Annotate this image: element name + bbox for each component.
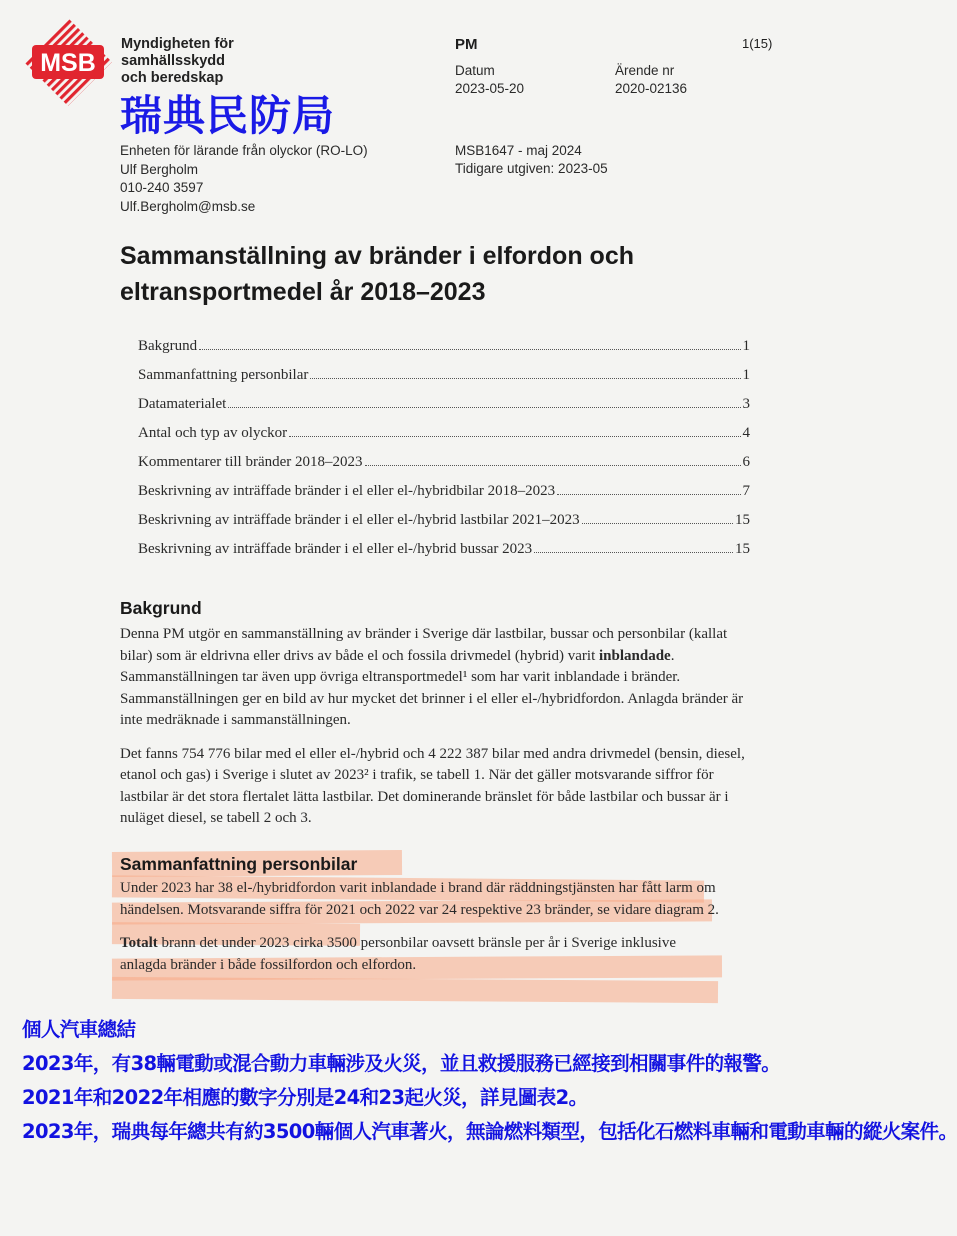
- toc-entry[interactable]: [138, 425, 750, 454]
- chinese-summary-line: 2023年，有38輛電動或混合動力車輛涉及火災，並且救援服務已經接到相關事件的報警。: [22, 1052, 781, 1075]
- org-name-line: Myndigheten för: [121, 36, 234, 52]
- summary-heading: Sammanfattning personbilar: [120, 854, 358, 874]
- toc-entry-page: 6: [742, 454, 750, 470]
- toc-entry[interactable]: [138, 367, 750, 396]
- toc-entry[interactable]: [138, 396, 750, 425]
- toc-leader: [557, 494, 740, 495]
- page-number: 1(15): [742, 36, 773, 51]
- background-paragraph-1: [120, 624, 760, 732]
- contact-phone: 010-240 3597: [120, 180, 204, 195]
- toc-leader: [199, 349, 740, 350]
- toc-entry-page: 4: [742, 425, 750, 441]
- organization-name: [121, 36, 234, 87]
- chinese-title: 瑞典民防局: [120, 91, 336, 140]
- case-label: Ärende nr: [615, 63, 675, 78]
- toc-entry-page: 1: [742, 338, 750, 354]
- background-heading: Bakgrund: [120, 598, 202, 618]
- contact-info: [120, 142, 368, 216]
- chinese-summary-heading: 個人汽車總結: [22, 1018, 136, 1041]
- chinese-summary: [22, 1013, 957, 1149]
- toc-entry-text: Antal och typ av olyckor: [138, 425, 288, 441]
- contact-email: Ulf.Bergholm@msb.se: [120, 198, 256, 214]
- background-paragraph-2: Det fanns 754 776 bilar med el eller el-/hybrid och 4 222 387 bilar med andra drivmedel (bensin, diesel, etanol och gas) i Sverige i slutet av 2023² i trafik, se tabell 1. När det gäller motsvarande siffror för lastbilar är det stora flertalet lätta lastbilar. Det dominerande bränslet för både lastbilar och bussar är i nuläget diesel, se tabell 2 och 3.: [120, 745, 745, 826]
- table-of-contents: [138, 338, 750, 570]
- toc-entry-text: Beskrivning av inträffade bränder i el eller el-/hybrid bussar 2023: [138, 541, 533, 557]
- date-value: 2023-05-20: [455, 81, 525, 96]
- toc-entry-page: 7: [742, 483, 750, 499]
- toc-entry-page: 3: [742, 396, 750, 412]
- toc-leader: [582, 523, 733, 524]
- summary-section: [120, 878, 725, 988]
- org-name-line: samhällsskydd: [121, 53, 225, 69]
- toc-entry[interactable]: [138, 483, 750, 512]
- toc-entry-text: Beskrivning av inträffade bränder i el eller el-/hybridbilar 2018–2023: [138, 483, 556, 499]
- toc-leader: [310, 378, 740, 379]
- date-label: Datum: [455, 63, 495, 78]
- toc-entry-page: 15: [735, 541, 750, 557]
- toc-leader: [365, 465, 741, 466]
- background-text: Denna PM utgör en sammanställning av bränder i Sverige där lastbilar, bussar och personbilar (kallat bilar) som är eldrivna eller drivs av både el och fossila drivmedel (hybrid) varit: [120, 626, 728, 664]
- background-text: . Sammanställningen tar även upp övriga eltransportmedel¹ som har varit inblandade i bränder. Sammanställningen ger en bild av hur mycket det brinner i el eller el-/hybridfordon. Anlagda bränder är inte medräknade i sammanställningen.: [120, 647, 744, 728]
- toc-entry-page: 15: [735, 512, 750, 528]
- contact-unit: Enheten för lärande från olyckor (RO-LO): [120, 143, 368, 158]
- summary-paragraph-2: [120, 933, 725, 976]
- summary-paragraph-1: Under 2023 har 38 el-/hybridfordon varit inblandade i brand där räddningstjänsten har fått larm om händelsen. Motsvarande siffra för 2021 och 2022 var 24 respektive 23 bränder, se vidare diagram 2.: [120, 880, 719, 918]
- doc-id: MSB1647 - maj 2024: [455, 143, 582, 158]
- case-value: 2020-02136: [615, 81, 688, 96]
- toc-entry[interactable]: [138, 338, 750, 367]
- document-title: Sammanställning av bränder i elfordon och eltransportmedel år 2018–2023: [120, 242, 634, 306]
- toc-entry-text: Sammanfattning personbilar: [138, 367, 309, 383]
- toc-leader: [228, 407, 740, 408]
- summary-bold-text: Totalt: [120, 935, 158, 951]
- chinese-summary-line: 2021年和2022年相應的數字分別是24和23起火災，詳見圖表2。: [22, 1086, 588, 1109]
- logo-text: MSB: [40, 49, 96, 77]
- toc-entry[interactable]: [138, 541, 750, 570]
- toc-entry-text: Beskrivning av inträffade bränder i el eller el-/hybrid lastbilar 2021–2023: [138, 512, 580, 528]
- previous-edition: Tidigare utgiven: 2023-05: [455, 161, 608, 176]
- background-section: [120, 624, 760, 842]
- toc-entry-text: Bakgrund: [138, 338, 198, 354]
- msb-logo: [22, 16, 114, 108]
- toc-entry[interactable]: [138, 512, 750, 541]
- contact-name: Ulf Bergholm: [120, 161, 199, 177]
- toc-leader: [534, 552, 733, 553]
- chinese-summary-line: 2023年，瑞典每年總共有約3500輛個人汽車著火，無論燃料類型，包括化石燃料車輛和電動車輛的縱火案件。: [22, 1120, 957, 1143]
- doc-type: PM: [455, 36, 478, 53]
- summary-text: brann det under 2023 cirka 3500 personbilar oavsett bränsle per år i Sverige inklusive anlagda bränder i både fossilfordon och elfordon.: [120, 935, 676, 973]
- org-name-line: och beredskap: [121, 70, 224, 86]
- toc-entry-text: Kommentarer till bränder 2018–2023: [138, 454, 363, 470]
- toc-entry-page: 1: [742, 367, 750, 383]
- toc-leader: [289, 436, 740, 437]
- background-bold-text: inblandade: [599, 647, 671, 664]
- toc-entry[interactable]: [138, 454, 750, 483]
- toc-entry-text: Datamaterialet: [138, 396, 227, 412]
